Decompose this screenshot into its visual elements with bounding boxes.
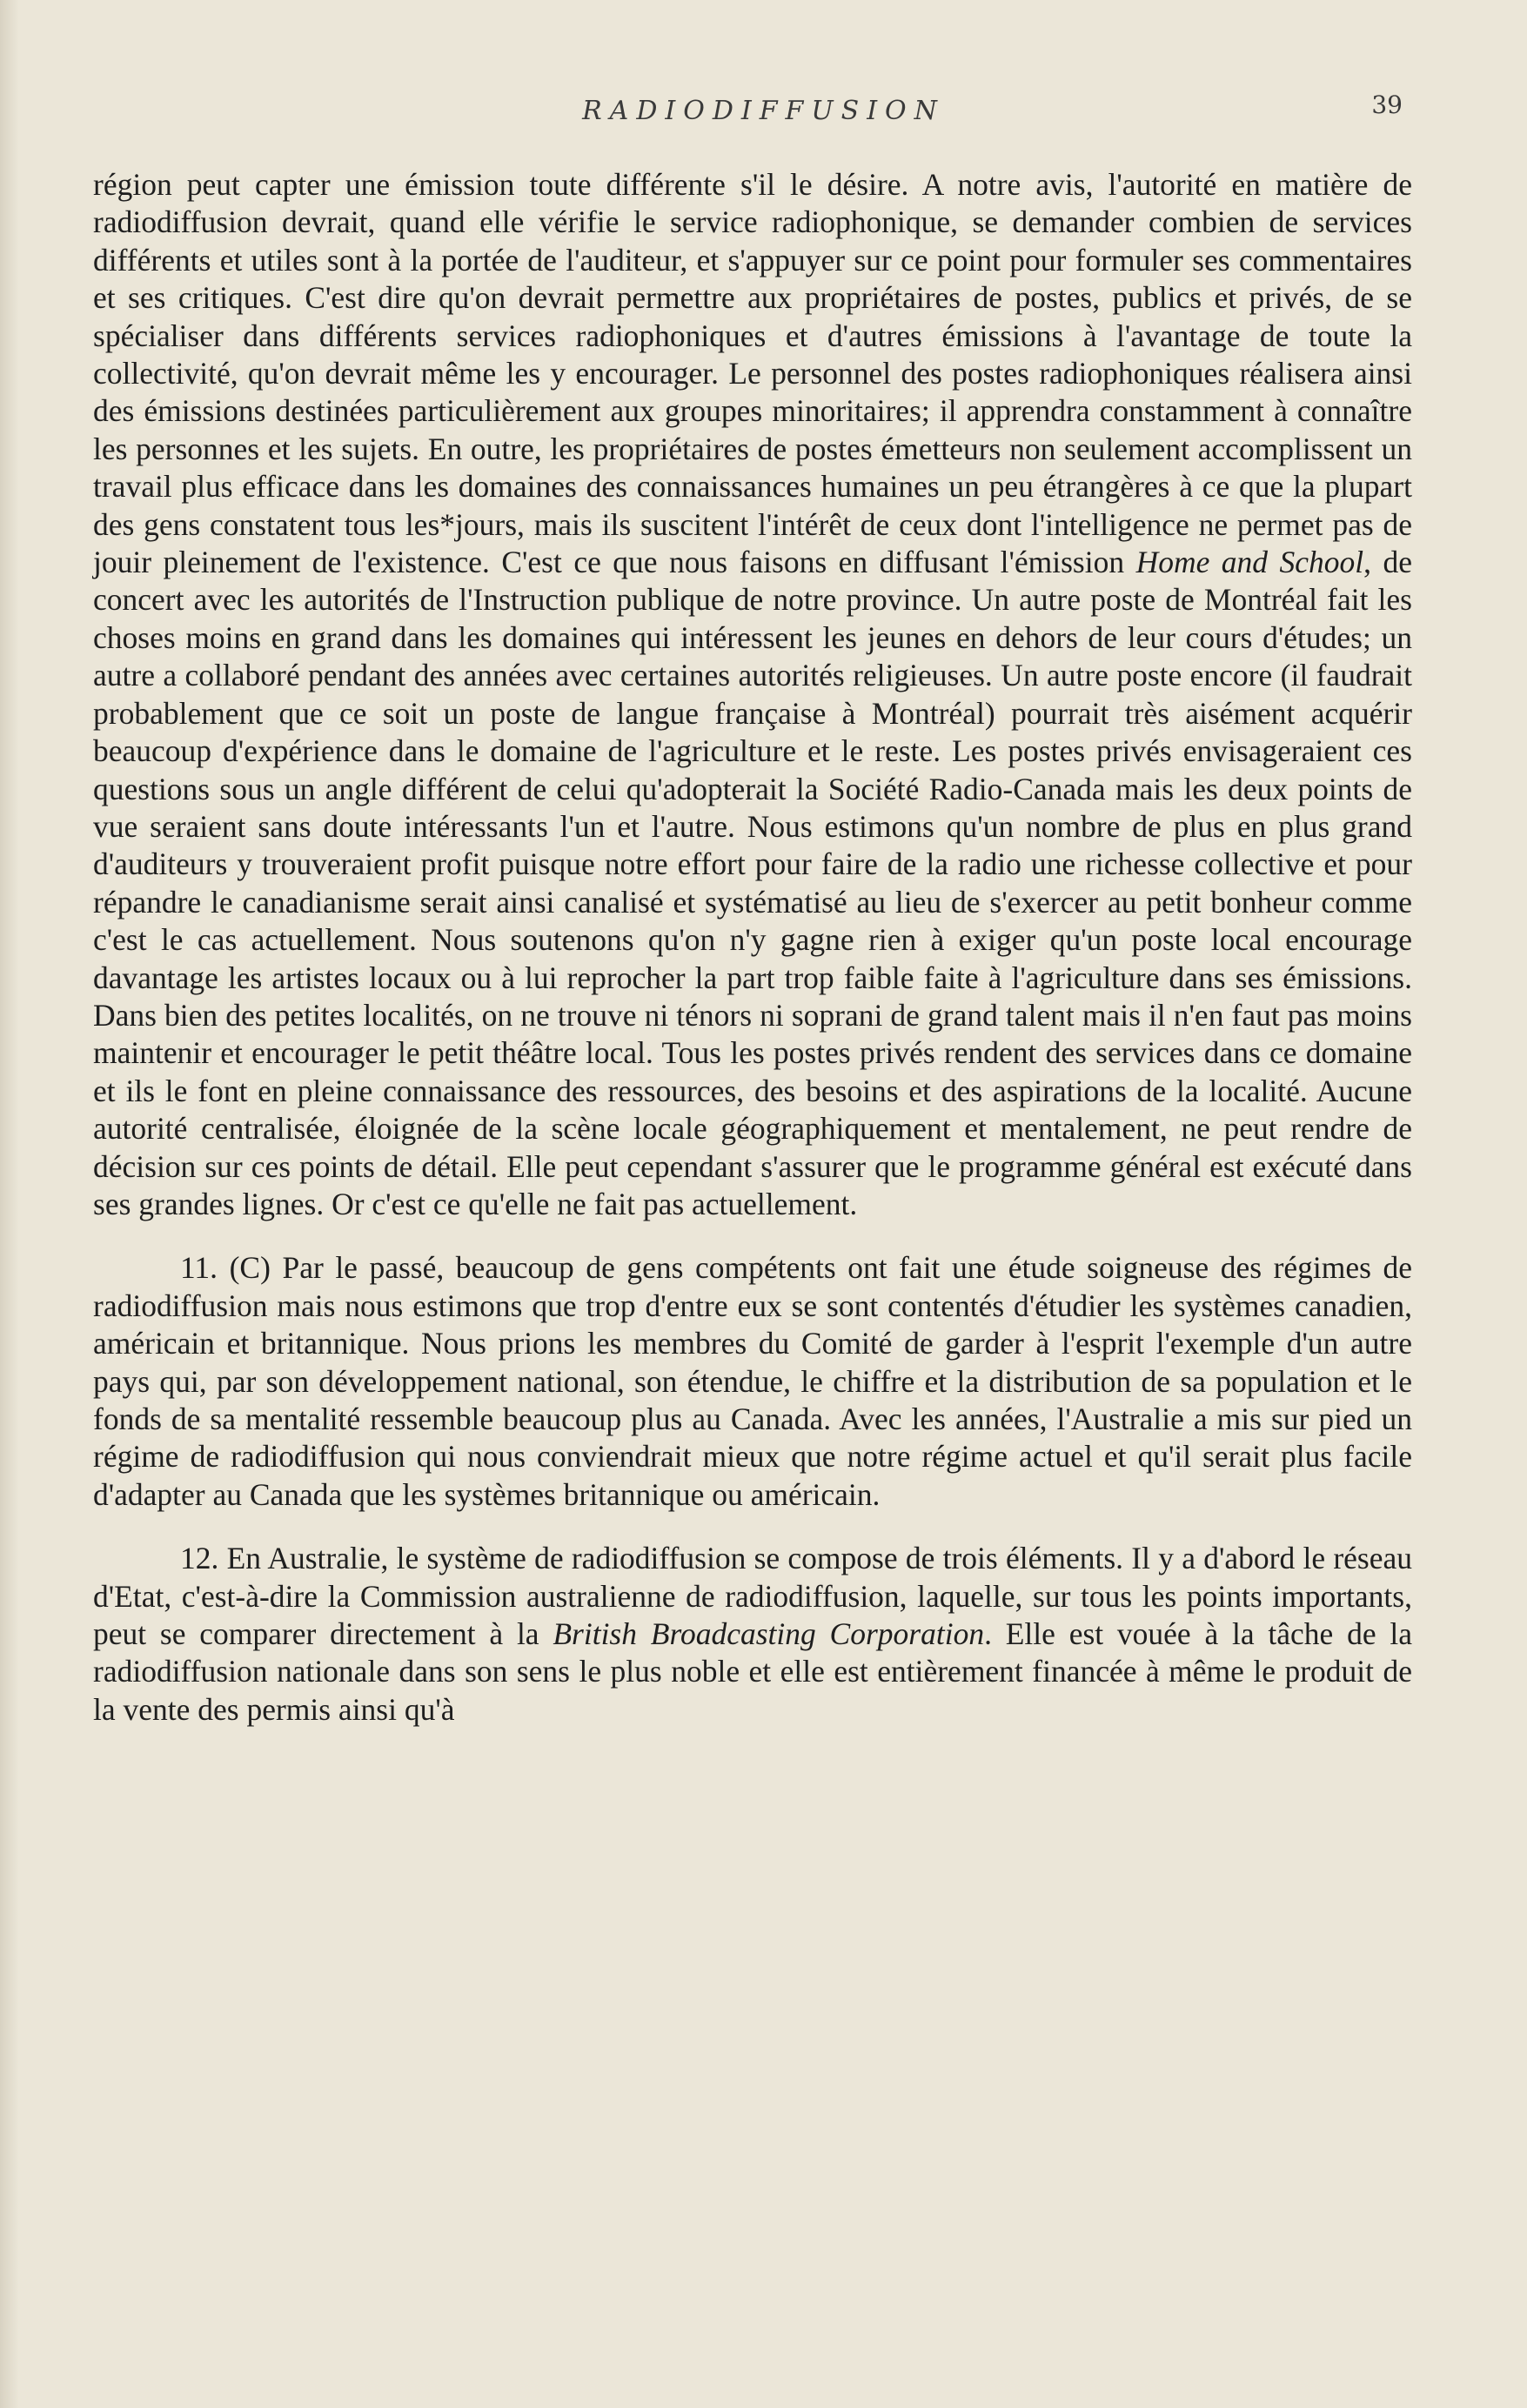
body-text: [93, 166, 1412, 1729]
text-run: 12. En Australie, le système de radiodiffusion se compose de trois éléments. Il y a d'abord le réseau d'Etat, c'est-à-dire la Commission australienne de radiodiffusion, laquelle, sur tous les points importants, peut se comparer directement à la: [93, 1541, 1412, 1652]
program-title: Home and School: [1135, 545, 1364, 580]
text-run: 11. (C) Par le passé, beaucoup de gens compétents ont fait une étude soigneuse des régimes de radiodiffusion mais nous estimons que trop d'entre eux se sont contentés d'étudier les systèmes canadien, américain et britannique. Nous prions les membres du Comité de garder à l'esprit l'exemple d'un autre pays qui, par son développement national, son étendue, le chiffre et la distribution de sa population et le fonds de sa mentalité ressemble beaucoup plus au Canada. Avec les années, l'Australie a mis sur pied un régime de radiodiffusion qui nous conviendrait mieux que notre régime actuel et qu'il serait plus facile d'adapter au Canada que les systèmes britannique ou américain.: [93, 1250, 1412, 1512]
page-header: [0, 90, 1527, 143]
organization-title: British Broadcasting Corporation: [553, 1616, 985, 1652]
paragraph-11: [93, 1249, 1412, 1514]
paragraph-12: [93, 1540, 1412, 1729]
text-run: . Elle est vouée à la tâche de la radiodiffusion nationale dans son sens le plus noble et elle est entièrement financée à même le produit de la vente des permis ainsi qu'à: [93, 1616, 1412, 1727]
page-number: 39: [1371, 90, 1403, 119]
text-run: région peut capter une émission toute différente s'il le désire. A notre avis, l'autorité en matière de radiodiffusion devrait, quand elle vérifie le service radiophonique, se demander combien de services différents et utiles sont à la portée de l'auditeur, et s'appuyer sur ce point pour formuler ses commentaires et ses critiques. C'est dire qu'on devrait permettre aux propriétaires de postes, publics et privés, de se spécialiser dans différents services radiophoniques et d'autres émissions à l'avantage de toute la collectivité, qu'on devrait même les y encourager. Le personnel des postes radiophoniques réalisera ainsi des émissions destinées particulièrement aux groupes minoritaires; il apprendra constamment à connaître les personnes et les sujets. En outre, les propriétaires de postes émetteurs non seulement accomplissent un travail plus efficace dans les domaines des connaissances humaines un peu étrangères à ce que la plupart des gens constatent tous les*jours, mais ils suscitent l'intérêt de ceux dont l'intelligence ne permet pas de jouir pleinement de l'existence. C'est ce que nous faisons en diffusant l'émission: [93, 167, 1412, 580]
running-title: RADIODIFFUSION: [582, 96, 945, 126]
text-run: , de concert avec les autorités de l'Instruction publique de notre province. Un autre poste de Montréal fait les choses moins en grand dans les domaines qui intéressent les jeunes en dehors de leur cours d'études; un autre a collaboré pendant des années avec certaines autorités religieuses. Un autre poste encore (il faudrait probablement que ce soit un poste de langue française à Montréal) pourrait très aisément acquérir beaucoup d'expérience dans le domaine de l'agriculture et le reste. Les postes privés envisageraient ces questions sous un angle différent de celui qu'adopterait la Société Radio-Canada mais les deux points de vue seraient sans doute intéressants l'un et l'autre. Nous estimons qu'un nombre de plus en plus grand d'auditeurs y trouveraient profit puisque notre effort pour faire de la radio une richesse collective et pour répandre le canadianisme serait ainsi canalisé et systématisé au lieu de s'exercer au petit bonheur comme c'est le cas actuellement. Nous soutenons qu'on n'y gagne rien à exiger qu'un poste local encourage davantage les artistes locaux ou à lui reprocher la part trop faible faite à l'agriculture dans ses émissions. Dans bien des petites localités, on ne trouve ni ténors ni soprani de grand talent mais il n'en faut pas moins maintenir et encourager le petit théâtre local. Tous les postes privés rendent des services dans ce domaine et ils le font en pleine connaissance des ressources, des besoins et des aspirations de la localité. Aucune autorité centralisée, éloignée de la scène locale géographiquement et mentalement, ne peut rendre de décision sur ces points de détail. Elle peut cependant s'assurer que le programme général est exécuté dans ses grandes lignes. Or c'est ce qu'elle ne fait pas actuellement.: [93, 545, 1413, 1221]
paragraph-continuation: [93, 166, 1412, 1223]
